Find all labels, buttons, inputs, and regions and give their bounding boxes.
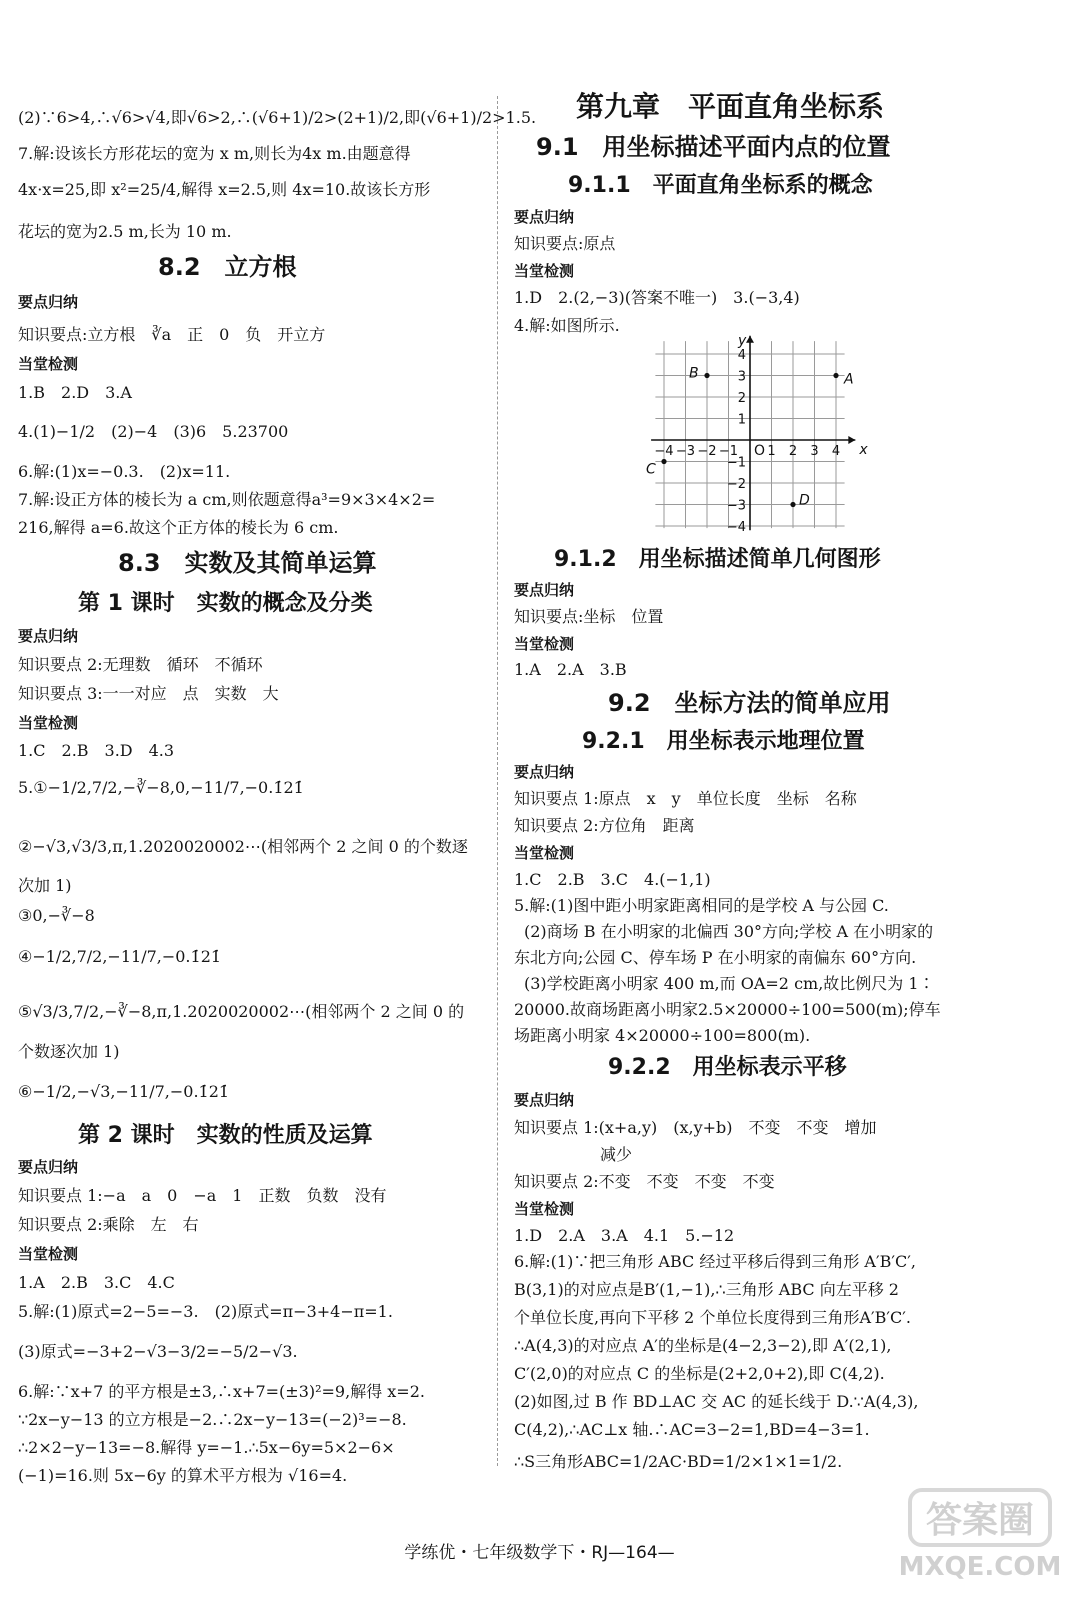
section-heading: 8.3 实数及其简单运算 xyxy=(118,549,377,577)
y-tick-label: −4 xyxy=(726,520,746,535)
answer-line: (−1)=16.则 5x−6y 的算术平方根为 √16=4. xyxy=(18,1466,348,1485)
answer-line: 4x·x=25,即 x²=25/4,解得 x=2.5,则 4x=10.故该长方形 xyxy=(18,180,431,199)
chapter-heading: 第九章 平面直角坐标系 xyxy=(576,90,885,123)
answer-line: ⑥−1/2,−√3,−11/7,−0.1̇21̇ xyxy=(18,1082,230,1101)
answer-line: 知识要点:原点 xyxy=(514,234,616,253)
answer-line: 知识要点:立方根 ∛a 正 0 负 开立方 xyxy=(18,325,326,344)
label-check: 当堂检测 xyxy=(18,1245,79,1263)
point-A xyxy=(833,373,838,378)
label-key-points: 要点归纳 xyxy=(514,1091,575,1109)
x-tick-label: −2 xyxy=(697,444,717,459)
x-tick-label: 2 xyxy=(788,444,798,459)
point-D xyxy=(790,502,795,507)
y-tick-label: 1 xyxy=(737,412,746,428)
label-key-points: 要点归纳 xyxy=(514,208,575,226)
point-label-D: D xyxy=(799,492,810,509)
answer-line: 知识要点 2:乘除 左 右 xyxy=(18,1215,199,1234)
answer-line: C′(2,0)的对应点 C 的坐标是(2+2,0+2),即 C(4,2). xyxy=(514,1364,885,1383)
answer-line: 东北方向;公园 C、停车场 P 在小明家的南偏东 60°方向. xyxy=(514,948,917,967)
y-tick-label: 2 xyxy=(737,391,746,406)
answer-line: 216,解得 a=6.故这个正方体的棱长为 6 cm. xyxy=(18,518,339,537)
answer-line: 知识要点 3:一一对应 点 实数 大 xyxy=(18,684,279,703)
answer-line: 场距离小明家 4×20000÷100=800(m). xyxy=(514,1026,811,1045)
point-B xyxy=(704,373,709,378)
answer-line: B(3,1)的对应点是B′(1,−1),∴三角形 ABC 向左平移 2 xyxy=(514,1280,899,1299)
answer-line: 20000.故商场距离小明家2.5×20000÷100=500(m);停车 xyxy=(514,1000,941,1019)
section-heading: 9.1 用坐标描述平面内点的位置 xyxy=(536,133,891,161)
subsection-heading: 9.2.2 用坐标表示平移 xyxy=(608,1055,847,1080)
answer-line: (3)学校距离小明家 400 m,而 OA=2 cm,故比例尺为 1∶ xyxy=(524,974,935,993)
answer-line: 7.解:设该长方形花坛的宽为 x m,则长为4x m.由题意得 xyxy=(18,144,411,163)
answer-line: 1.C 2.B 3.C 4.(−1,1) xyxy=(514,870,711,889)
x-tick-label: 4 xyxy=(831,444,841,459)
label-check: 当堂检测 xyxy=(514,844,575,862)
lesson-heading: 第 1 课时 实数的概念及分类 xyxy=(78,591,373,616)
answer-line: ⑤√3/3,7/2,−∛−8,π,1.2020020002⋯(相邻两个 2 之间 0 的 xyxy=(18,1002,465,1021)
answer-line: 知识要点 1:原点 x y 单位长度 坐标 名称 xyxy=(514,789,857,808)
label-check: 当堂检测 xyxy=(18,714,79,732)
answer-line: ∴S三角形ABC=1/2AC·BD=1/2×1×1=1/2. xyxy=(514,1452,843,1471)
answer-line: 7.解:设正方体的棱长为 a cm,则依题意得a³=9×3×4×2= xyxy=(18,490,436,509)
answer-line: 个单位长度,再向下平移 2 个单位长度得到三角形A′B′C′. xyxy=(514,1308,911,1327)
answer-line: ④−1/2,7/2,−11/7,−0.1̇21̇ xyxy=(18,947,222,966)
x-tick-label: 1 xyxy=(767,444,776,459)
y-tick-label: −1 xyxy=(726,455,746,471)
answer-line: 1.D 2.(2,−3)(答案不唯一) 3.(−3,4) xyxy=(514,288,800,307)
x-axis-arrow xyxy=(848,436,855,444)
answer-line: 4.(1)−1/2 (2)−4 (3)6 5.23700 xyxy=(18,422,289,441)
label-key-points: 要点归纳 xyxy=(18,293,79,311)
answer-line: (3)原式=−3+2−√3−3/2=−5/2−√3. xyxy=(18,1342,298,1361)
answer-line: ∵2x−y−13 的立方根是−2.∴2x−y−13=(−2)³=−8. xyxy=(18,1410,407,1429)
y-tick-label: 4 xyxy=(737,348,746,363)
answer-line: ∴A(4,3)的对应点 A′的坐标是(4−2,3−2),即 A′(2,1), xyxy=(514,1336,892,1355)
answer-line: 1.A 2.B 3.C 4.C xyxy=(18,1273,175,1292)
answer-line: (2)∵6>4,∴√6>√4,即√6>2,∴(√6+1)/2>(2+1)/2,即(√6+1)/2>1.5. xyxy=(18,108,537,127)
answer-line: 知识要点 1:(x+a,y) (x,y+b) 不变 不变 增加 xyxy=(514,1118,877,1137)
y-tick-label: −3 xyxy=(726,498,746,514)
answer-line: 1.A 2.A 3.B xyxy=(514,660,627,679)
answer-line: 知识要点 2:方位角 距离 xyxy=(514,816,695,835)
answer-line: 知识要点:坐标 位置 xyxy=(514,607,664,626)
label-check: 当堂检测 xyxy=(18,355,79,373)
answer-line: 1.D 2.A 3.A 4.1 5.−12 xyxy=(514,1226,735,1245)
y-axis-label: y xyxy=(738,333,747,350)
answer-line: 5.解:(1)原式=2−5=−3. (2)原式=π−3+4−π=1. xyxy=(18,1302,393,1321)
answer-line: (2)如图,过 B 作 BD⊥AC 交 AC 的延长线于 D.∵A(4,3), xyxy=(514,1392,919,1411)
answer-line: 1.B 2.D 3.A xyxy=(18,383,132,402)
answer-line: 4.解:如图所示. xyxy=(514,316,620,335)
label-key-points: 要点归纳 xyxy=(18,627,79,645)
lesson-heading: 第 2 课时 实数的性质及运算 xyxy=(78,1123,373,1148)
answer-line: 1.C 2.B 3.D 4.3 xyxy=(18,741,175,760)
x-tick-label: −4 xyxy=(654,444,674,459)
point-label-C: C xyxy=(646,461,656,478)
point-label-B: B xyxy=(689,365,699,382)
answer-line: (2)商场 B 在小明家的北偏西 30°方向;学校 A 在小明家的 xyxy=(524,922,934,941)
answer-line: 减少 xyxy=(600,1145,633,1164)
point-C xyxy=(661,459,666,464)
coordinate-grid xyxy=(646,333,868,535)
origin-label: O xyxy=(754,443,766,459)
answer-line: 次加 1) xyxy=(18,876,72,895)
y-tick-label: 3 xyxy=(737,369,746,385)
x-tick-label: 3 xyxy=(810,444,819,459)
x-axis-label: x xyxy=(859,442,868,458)
label-check: 当堂检测 xyxy=(514,1200,575,1218)
watermark-top: 答案圈 xyxy=(925,1500,1035,1541)
x-tick-label: −3 xyxy=(675,444,696,459)
answer-line: 6.解:∵x+7 的平方根是±3,∴x+7=(±3)²=9,解得 x=2. xyxy=(18,1382,425,1401)
watermark-logo xyxy=(890,1470,1070,1590)
x-tick-label: −1 xyxy=(718,444,739,459)
watermark-bottom: MXQE.COM xyxy=(898,1552,1062,1582)
section-heading: 8.2 立方根 xyxy=(158,253,297,281)
answer-line: 6.解:(1)∵把三角形 ABC 经过平移后得到三角形 A′B′C′, xyxy=(514,1252,916,1271)
answer-line: 知识要点 1:−a a 0 −a 1 正数 负数 没有 xyxy=(18,1186,387,1205)
answer-line: C(4,2),∴AC⊥x 轴.∴AC=3−2=1,BD=4−3=1. xyxy=(514,1420,870,1439)
answer-line: 5.解:(1)图中距小明家距离相同的是学校 A 与公园 C. xyxy=(514,896,889,915)
y-tick-label: −2 xyxy=(726,477,746,492)
answer-line: 6.解:(1)x=−0.3. (2)x=11. xyxy=(18,462,231,481)
answer-line: 个数逐次加 1) xyxy=(18,1042,120,1061)
label-check: 当堂检测 xyxy=(514,635,575,653)
subsection-heading: 9.2.1 用坐标表示地理位置 xyxy=(582,729,865,754)
answer-line: 花坛的宽为2.5 m,长为 10 m. xyxy=(18,222,232,241)
answer-line: 5.①−1/2,7/2,−∛−8,0,−11/7,−0.1̇21̇ xyxy=(18,778,304,797)
answer-line: 知识要点 2:无理数 循环 不循环 xyxy=(18,655,263,674)
answer-line: ③0,−∛−8 xyxy=(18,906,95,925)
answer-line: ∴2×2−y−13=−8.解得 y=−1.∴5x−6y=5×2−6× xyxy=(18,1438,395,1457)
label-check: 当堂检测 xyxy=(514,262,575,280)
answer-line: 知识要点 2:不变 不变 不变 不变 xyxy=(514,1172,775,1191)
label-key-points: 要点归纳 xyxy=(18,1158,79,1176)
label-key-points: 要点归纳 xyxy=(514,581,575,599)
page-footer: 学练优・七年级数学下・RJ—164— xyxy=(404,1543,675,1563)
y-axis-arrow xyxy=(746,336,754,343)
subsection-heading: 9.1.1 平面直角坐标系的概念 xyxy=(568,173,873,198)
label-key-points: 要点归纳 xyxy=(514,763,575,781)
section-heading: 9.2 坐标方法的简单应用 xyxy=(608,689,891,717)
subsection-heading: 9.1.2 用坐标描述简单几何图形 xyxy=(554,547,881,572)
point-label-A: A xyxy=(844,371,854,388)
answer-line: ②−√3,√3/3,π,1.2020020002⋯(相邻两个 2 之间 0 的个数逐 xyxy=(18,837,468,856)
column-divider xyxy=(497,96,498,1466)
